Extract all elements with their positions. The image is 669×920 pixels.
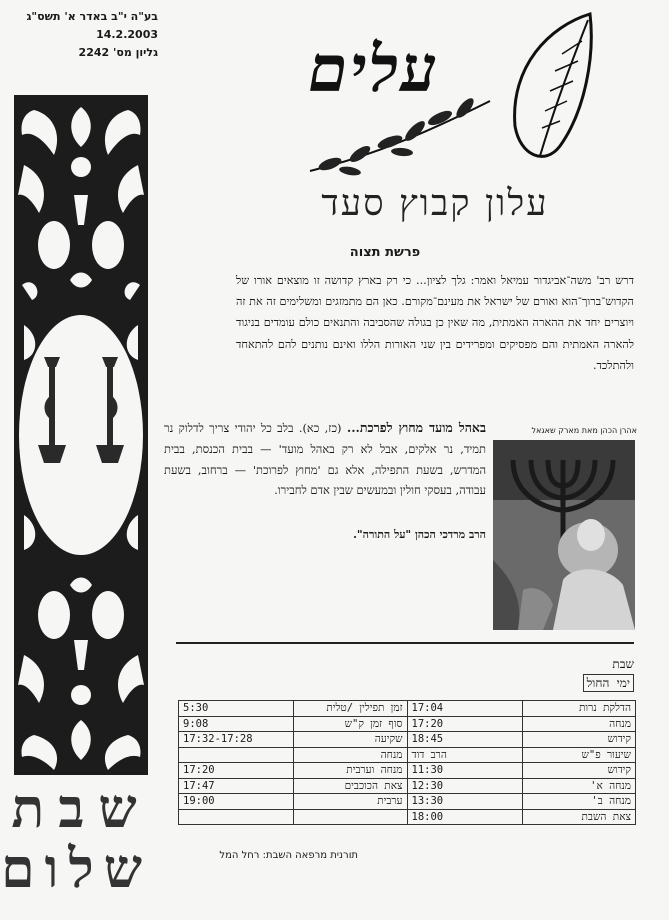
torah-commentary <box>164 418 486 501</box>
weekday-item: ערבית <box>294 794 407 810</box>
weekday-time: 19:00 <box>179 794 294 810</box>
weekday-item: צאת הכוכבים <box>294 778 407 794</box>
section-divider <box>176 642 634 644</box>
shabbat-time: 13:30 <box>407 794 522 810</box>
table-row <box>179 747 636 763</box>
shabbat-word: שבת <box>11 776 151 840</box>
clinic-duty-note: תורנית מרפאה השבת: רחל המל <box>219 850 358 861</box>
weekday-time: 17:20 <box>179 763 294 779</box>
date-gregorian: 14.2.2003 <box>96 28 158 41</box>
weekday-item: מנחה <box>294 747 407 763</box>
shabbat-time: 11:30 <box>407 763 522 779</box>
shalom-word: שלום <box>0 836 152 900</box>
table-row <box>179 701 636 717</box>
chagall-artwork-image <box>493 440 635 630</box>
table-row <box>179 794 636 810</box>
weekday-item: מנחה וערבית <box>294 763 407 779</box>
shabbat-item: קידוש <box>522 763 635 779</box>
weekday-time <box>179 809 294 825</box>
schedule-headers <box>520 656 634 692</box>
shabbat-shalom <box>0 776 152 900</box>
issue-number: גליון מס' 2242 <box>78 46 158 59</box>
shabbat-time: 18:00 <box>407 809 522 825</box>
logo-title: עלים <box>308 32 439 107</box>
weekday-time <box>179 747 294 763</box>
drash-paragraph: דרש רב' משה־אביגדור עמיאל ואמר: גלך לציון... כי רק בארץ קדושה זו מוצאים אורו של הקדוש־ברוך־הוא ואורם של ישראל את מעינם־מקורם. כאן הם מתמזגים ומשלימים זה את זה ויוצרים יחד את ההארה האמתית, מה שאין כן בגולה שהסביבה והתנאים כולם עומדים בניגוד להארה האמתית והם מפסיקים ומפרידים בין שני האורות הללו ואינם נותנים להם להתאחד ולהתלכד. <box>236 274 634 372</box>
weekday-item: סוף זמן ק"ש <box>294 716 407 732</box>
weekday-item: שקיעה <box>294 732 407 748</box>
papercut-ornament-icon <box>14 95 148 775</box>
shabbat-item: מנחה א' <box>522 778 635 794</box>
weekday-time: 17:32-17:28 <box>179 732 294 748</box>
ornament-column <box>14 95 148 775</box>
weekday-item <box>294 809 407 825</box>
menorah-artwork-icon <box>493 440 635 630</box>
shabbat-time: הרב דוד <box>407 747 522 763</box>
weekday-time: 5:30 <box>179 701 294 717</box>
table-row <box>179 716 636 732</box>
shabbat-time: 12:30 <box>407 778 522 794</box>
parasha-title: פרשת תצוה <box>349 245 421 260</box>
shabbat-time: 17:20 <box>407 716 522 732</box>
table-row <box>179 778 636 794</box>
prayer-times-table <box>178 700 636 825</box>
weekday-time: 9:08 <box>179 716 294 732</box>
torah-lead: באהל מועד מחוץ לפרכת... <box>346 420 486 435</box>
shabbat-heading: שבת <box>612 657 634 671</box>
newsletter-subtitle: עלון קבוץ סעד <box>321 183 549 224</box>
shabbat-item: קידוש <box>522 732 635 748</box>
shabbat-item: צאת השבת <box>522 809 635 825</box>
table-row <box>179 809 636 825</box>
bsd-date-hebrew: בע"ה י"ב באדר א' תשס"ג <box>26 10 158 23</box>
table-row <box>179 732 636 748</box>
shabbat-item: שיעור פ"ש <box>522 747 635 763</box>
torah-text: (כז, כא). בלב כל יהודי צריך לדלוק נר תמיד, נר אלקים, אבל לא רק באהל מועד' — בבית הכנסת, בבית המדרש, בשעת התפילה, אלא גם 'מחוץ לפרוכת' — ברחוב, בשעת עבודה, בעסקי חולין ובמעשים שבין אדם לחבירו. <box>164 421 486 498</box>
photo-caption: אהרן הכהן מאת מארק שאגאל <box>531 426 637 435</box>
table-row <box>179 763 636 779</box>
shabbat-item: הדלקת נרות <box>522 701 635 717</box>
weekdays-heading: ימי החול <box>583 674 634 692</box>
shabbat-item: מנחה ב' <box>522 794 635 810</box>
header-info <box>8 8 158 62</box>
shabbat-item: מנחה <box>522 716 635 732</box>
weekday-time: 17:47 <box>179 778 294 794</box>
shabbat-time: 18:45 <box>407 732 522 748</box>
weekday-item: זמן תפילין /טלית <box>294 701 407 717</box>
torah-author: הרב מרדכי הכהן "על התורה". <box>353 528 486 541</box>
shabbat-time: 17:04 <box>407 701 522 717</box>
